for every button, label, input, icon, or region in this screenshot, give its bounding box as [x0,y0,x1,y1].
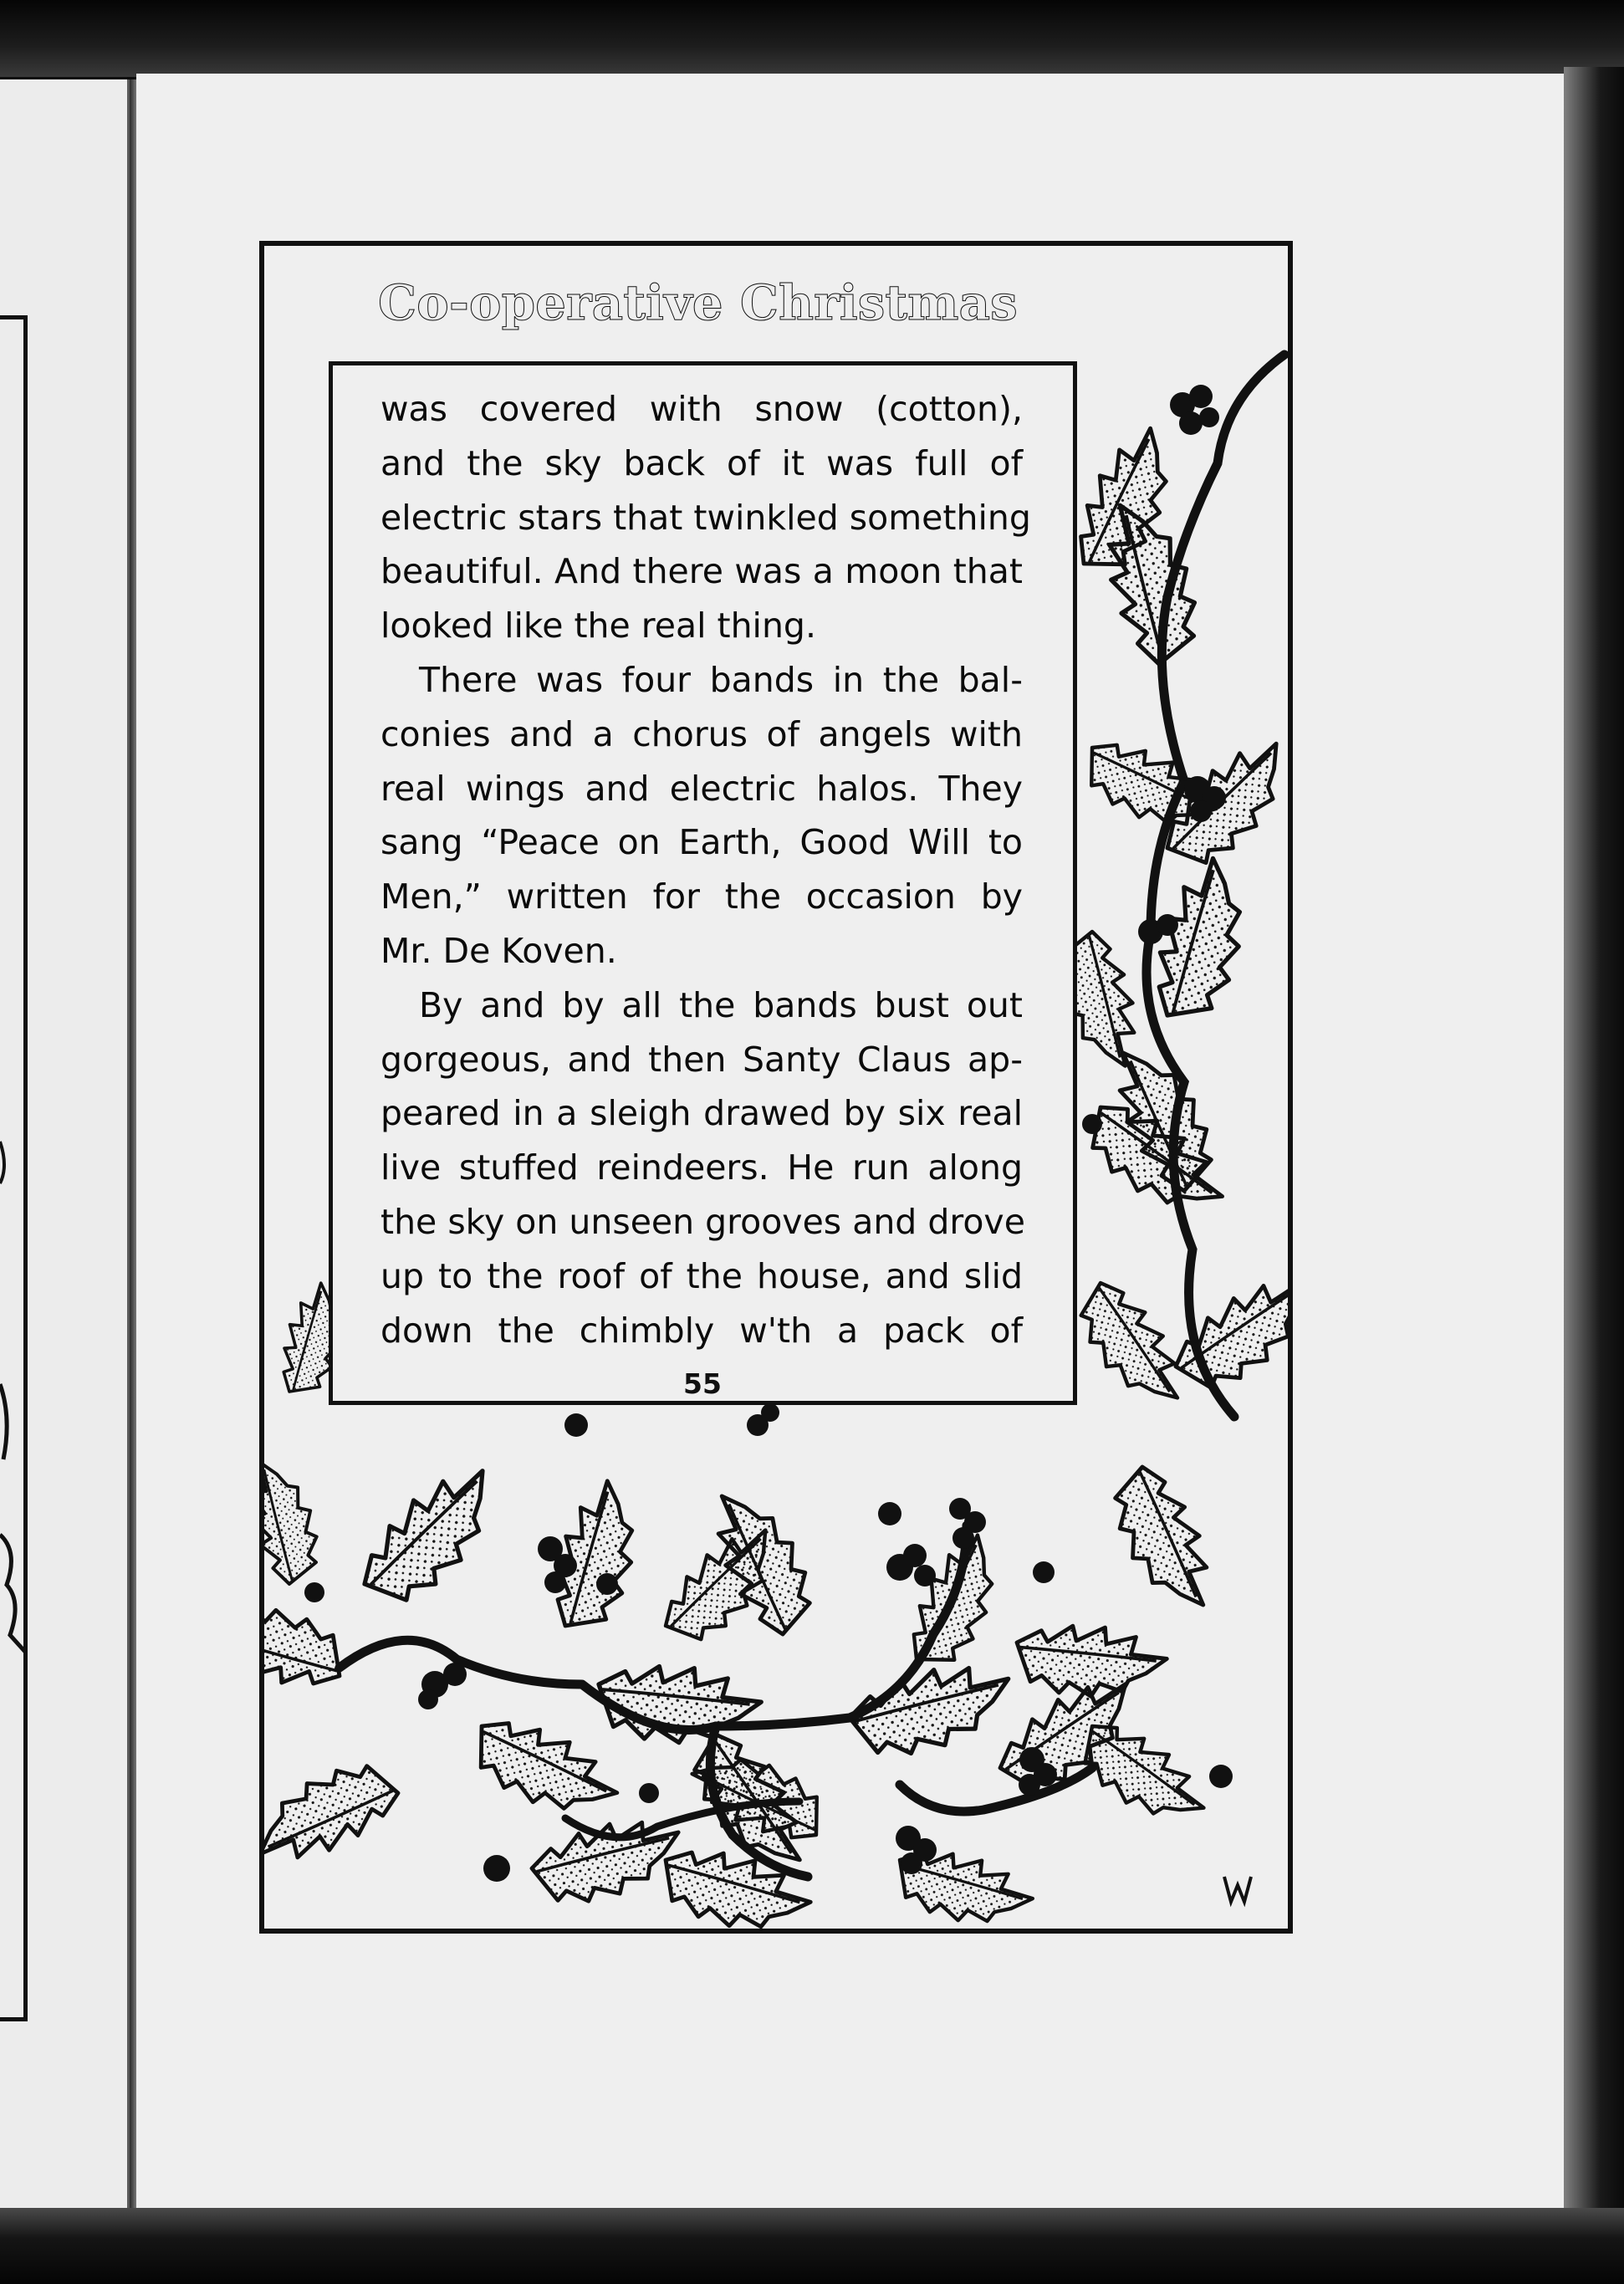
running-title: Co-operative Christmas [378,274,1018,331]
text-line: gorgeous, and then Santy Claus ap- [380,1039,1023,1080]
body-text [380,382,1031,1357]
scan-border-top [0,0,1624,77]
text-line: down the chimbly w'th a pack of [380,1310,1023,1351]
text-line: the sky on unseen grooves and drove [380,1201,1025,1242]
text-line: live stuffed reindeers. He run along [380,1147,1023,1188]
page-edge-shadow [1564,67,1624,2212]
monogram-mark [1224,1877,1251,1902]
text-line: real wings and electric halos. They [380,768,1023,809]
text-line: conies and a chorus of angels with [380,713,1023,754]
text-line: sang “Peace on Earth, Good Will to [380,822,1023,863]
previous-page-holly-illustration [0,79,127,2212]
text-line: and the sky back of it was full of [380,442,1023,483]
scan-border-bottom [0,2208,1624,2284]
text-line: electric stars that twinkled something [380,497,1031,538]
text-line: Mr. De Koven. [380,930,617,971]
text-line: up to the roof of the house, and slid [380,1255,1023,1296]
text-line: Men,” written for the occasion by [380,876,1023,917]
previous-page-edge [0,79,130,2212]
text-line: There was four bands in the bal- [419,659,1023,700]
text-line: beautiful. And there was a moon that [380,551,1023,592]
text-line: was covered with snow (cotton), [380,389,1023,429]
text-line: By and by all the bands bust out [419,984,1023,1025]
text-line: looked like the real thing. [380,605,816,646]
book-gutter [130,79,136,2212]
text-line: peared in a sleigh drawed by six real [380,1093,1023,1134]
page-number: 55 [683,1367,722,1400]
